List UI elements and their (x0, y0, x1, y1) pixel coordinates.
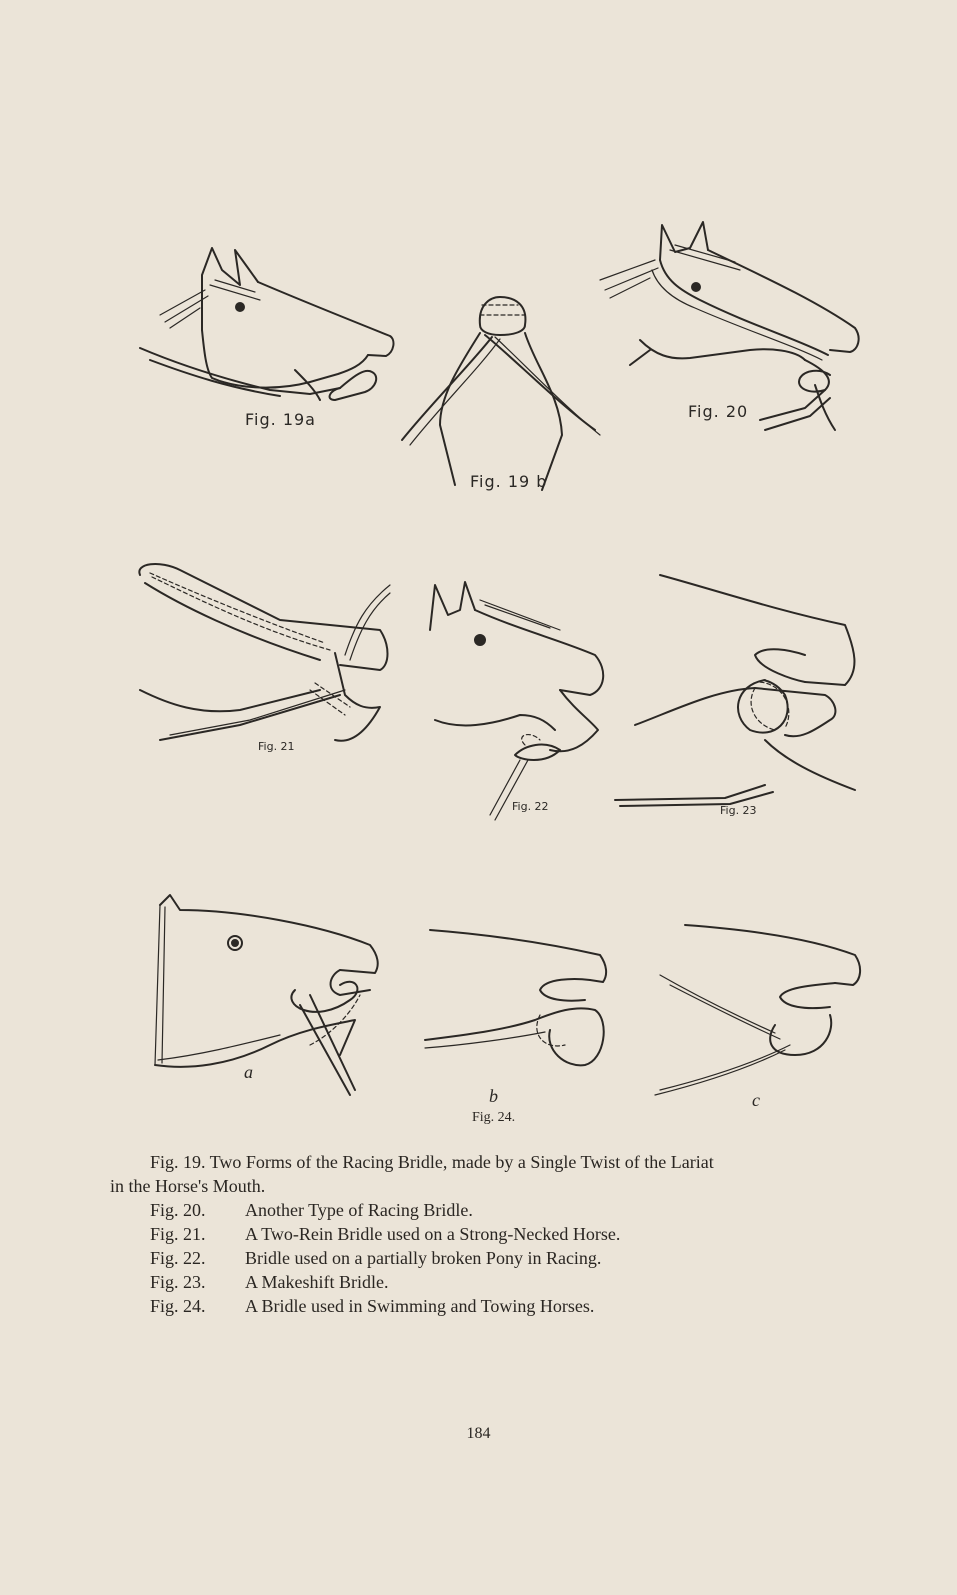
fig19a-illustration (140, 230, 410, 440)
fig23-illustration (615, 570, 875, 820)
fig19b-label: Fig. 19 b (470, 472, 548, 491)
caption-row (110, 1294, 910, 1318)
fig21-label: Fig. 21 (258, 740, 295, 753)
fig23-label: Fig. 23 (720, 804, 757, 817)
caption-row (110, 1198, 910, 1222)
fig22-illustration (420, 580, 620, 820)
fig24b-illustration (425, 920, 625, 1090)
caption-number: Fig. 21. (150, 1224, 206, 1244)
fig19a-label: Fig. 19a (245, 410, 316, 429)
fig24c-label: c (752, 1090, 760, 1110)
caption-text: A Bridle used in Swimming and Towing Horses. (245, 1296, 595, 1316)
fig24-caption: Fig. 24. (472, 1110, 516, 1125)
caption-row (110, 1222, 910, 1246)
caption-number: Fig. 24. (150, 1296, 206, 1316)
caption-number: Fig. 20. (150, 1200, 206, 1220)
fig19b-illustration (400, 295, 610, 500)
caption-row (110, 1270, 910, 1294)
fig24b-label: b (489, 1086, 498, 1106)
caption-text: Another Type of Racing Bridle. (245, 1200, 473, 1220)
caption-fig19: Fig. 19. Two Forms of the Racing Bridle, made by a Single Twist of the Lariat (150, 1152, 714, 1172)
caption-text: A Two-Rein Bridle used on a Strong-Necked Horse. (245, 1224, 621, 1244)
fig24a-label: a (244, 1062, 253, 1082)
caption-text: A Makeshift Bridle. (245, 1272, 389, 1292)
caption-block (110, 1150, 910, 1318)
fig20-label: Fig. 20 (688, 402, 749, 421)
caption-number: Fig. 22. (150, 1248, 206, 1268)
page-number: 184 (466, 1425, 491, 1442)
caption-fig19-cont: in the Horse's Mouth. (110, 1176, 266, 1196)
caption-text: Bridle used on a partially broken Pony in Racing. (245, 1248, 602, 1268)
caption-row (110, 1246, 910, 1270)
fig24c-illustration (655, 915, 875, 1105)
fig24a-illustration (150, 895, 400, 1105)
fig22-label: Fig. 22 (512, 800, 549, 813)
caption-number: Fig. 23. (150, 1272, 206, 1292)
